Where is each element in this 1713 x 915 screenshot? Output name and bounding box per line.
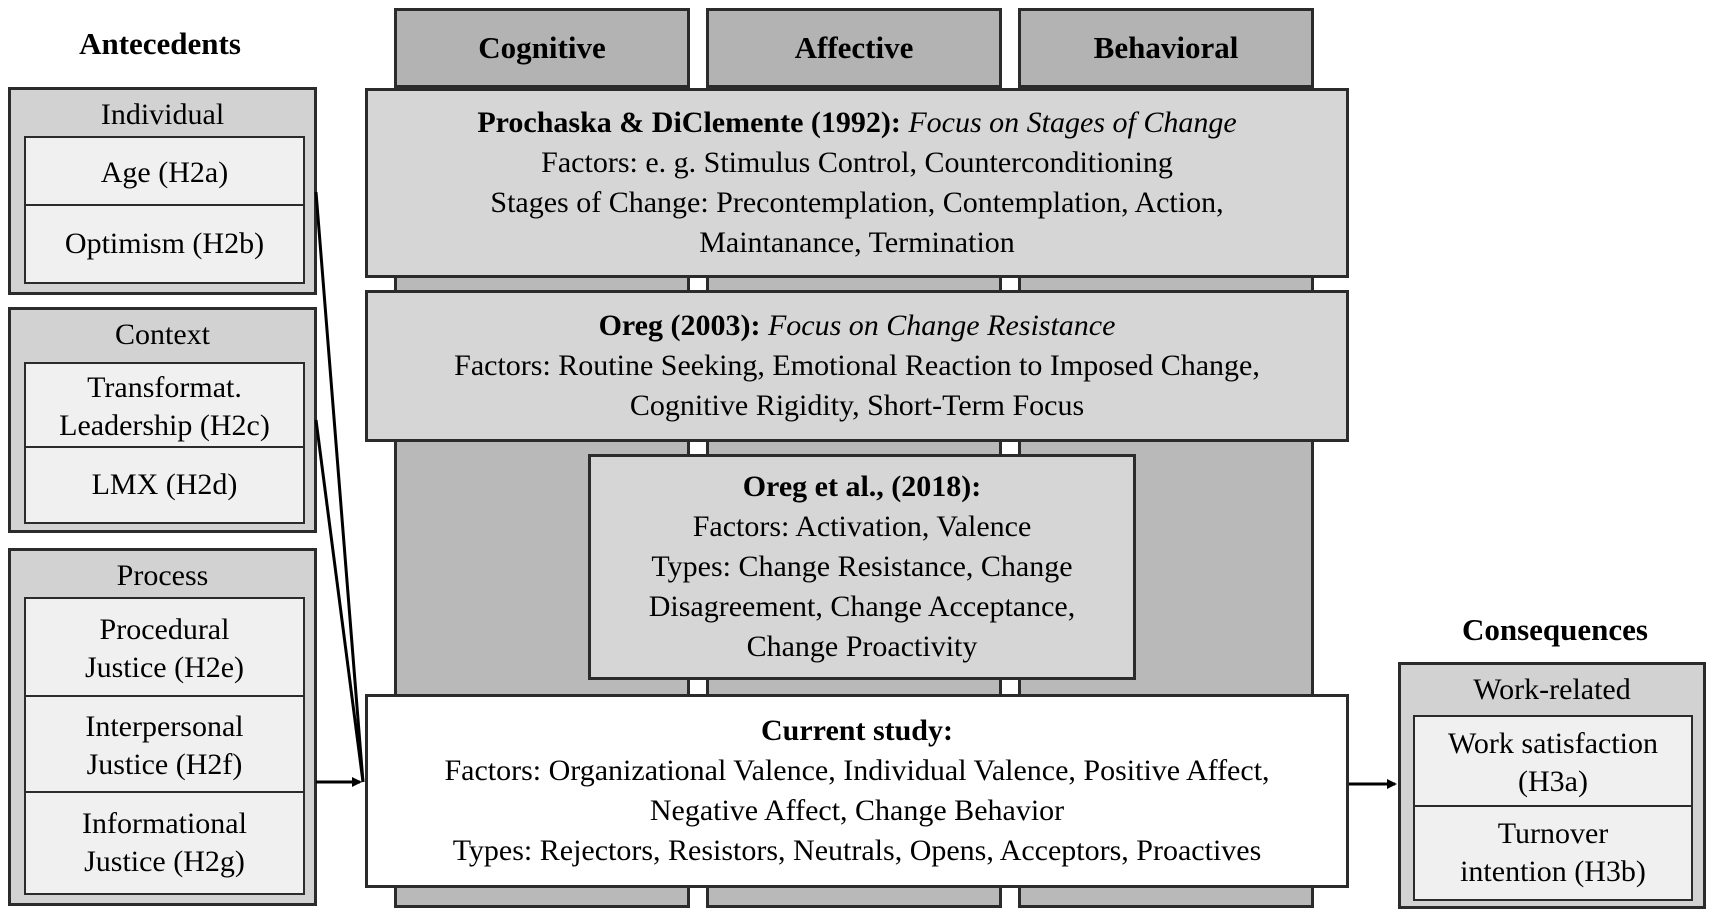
antecedent-transformational-line1: Transformat.: [87, 371, 242, 404]
column-header-behavioral: Behavioral: [1018, 8, 1314, 88]
band-current-types: Types: Rejectors, Resistors, Neutrals, Opens, Acceptors, Proactives: [452, 834, 1262, 867]
antecedent-transformational-line2: Leadership (H2c): [59, 409, 270, 442]
antecedent-interpersonal-line1: Interpersonal: [85, 710, 244, 743]
band-current-factors: Factors: Organizational Valence, Individual Valence, Positive Affect,: [444, 754, 1270, 787]
band-oreg2018-types: Types: Change Resistance, Change: [651, 550, 1073, 583]
band-oreg2003-title: Oreg (2003):: [598, 309, 761, 342]
band-prochaska-title: Prochaska & DiClemente (1992):: [477, 106, 901, 139]
group-title-individual: Individual: [100, 98, 225, 131]
band-current-title: Current study:: [761, 714, 953, 747]
band-oreg2018-factors: Factors: Activation, Valence: [692, 510, 1032, 543]
band-oreg2018-types-cont: Disagreement, Change Acceptance,: [648, 590, 1076, 623]
antecedent-interpersonal-line2: Justice (H2f): [86, 748, 243, 781]
consequence-work-satisfaction-line1: Work satisfaction: [1447, 727, 1659, 760]
consequence-work-satisfaction-line2: (H3a): [1518, 765, 1588, 798]
band-oreg2018-types-end: Change Proactivity: [746, 630, 978, 663]
antecedent-lmx-label: LMX (H2d): [91, 468, 238, 501]
group-title-process: Process: [116, 559, 209, 592]
consequence-turnover-line2: intention (H3b): [1460, 855, 1646, 888]
band-oreg2003-factors: Factors: Routine Seeking, Emotional Reaction to Imposed Change,: [454, 349, 1260, 382]
column-header-cognitive: Cognitive: [394, 8, 690, 88]
band-prochaska-focus: Focus on Stages of Change: [908, 106, 1237, 139]
group-title-work-related: Work-related: [1473, 673, 1631, 706]
arrow-individual-to-current: [316, 192, 363, 782]
band-current-factors-cont: Negative Affect, Change Behavior: [649, 794, 1065, 827]
band-prochaska-stages: Stages of Change: Precontemplation, Contemplation, Action,: [490, 186, 1224, 219]
antecedent-procedural-line1: Procedural: [99, 613, 230, 646]
band-prochaska-stages-cont: Maintanance, Termination: [699, 226, 1015, 259]
column-header-affective: Affective: [706, 8, 1002, 88]
band-oreg2018-title: Oreg et al., (2018):: [742, 470, 982, 503]
band-oreg2003-focus: Focus on Change Resistance: [767, 309, 1116, 342]
consequences-heading: Consequences: [1461, 612, 1648, 647]
antecedent-informational-line2: Justice (H2g): [84, 845, 245, 878]
band-prochaska-factors: Factors: e. g. Stimulus Control, Counterconditioning: [541, 146, 1173, 179]
antecedent-procedural-line2: Justice (H2e): [84, 651, 245, 684]
antecedent-age-label: Age (H2a): [100, 156, 229, 189]
antecedent-optimism-label: Optimism (H2b): [64, 227, 265, 260]
antecedents-heading: Antecedents: [79, 26, 241, 61]
antecedent-informational-line1: Informational: [82, 807, 247, 840]
band-oreg2003-factors-cont: Cognitive Rigidity, Short-Term Focus: [629, 389, 1085, 422]
consequence-turnover-line1: Turnover: [1497, 817, 1609, 850]
group-title-context: Context: [115, 318, 210, 351]
